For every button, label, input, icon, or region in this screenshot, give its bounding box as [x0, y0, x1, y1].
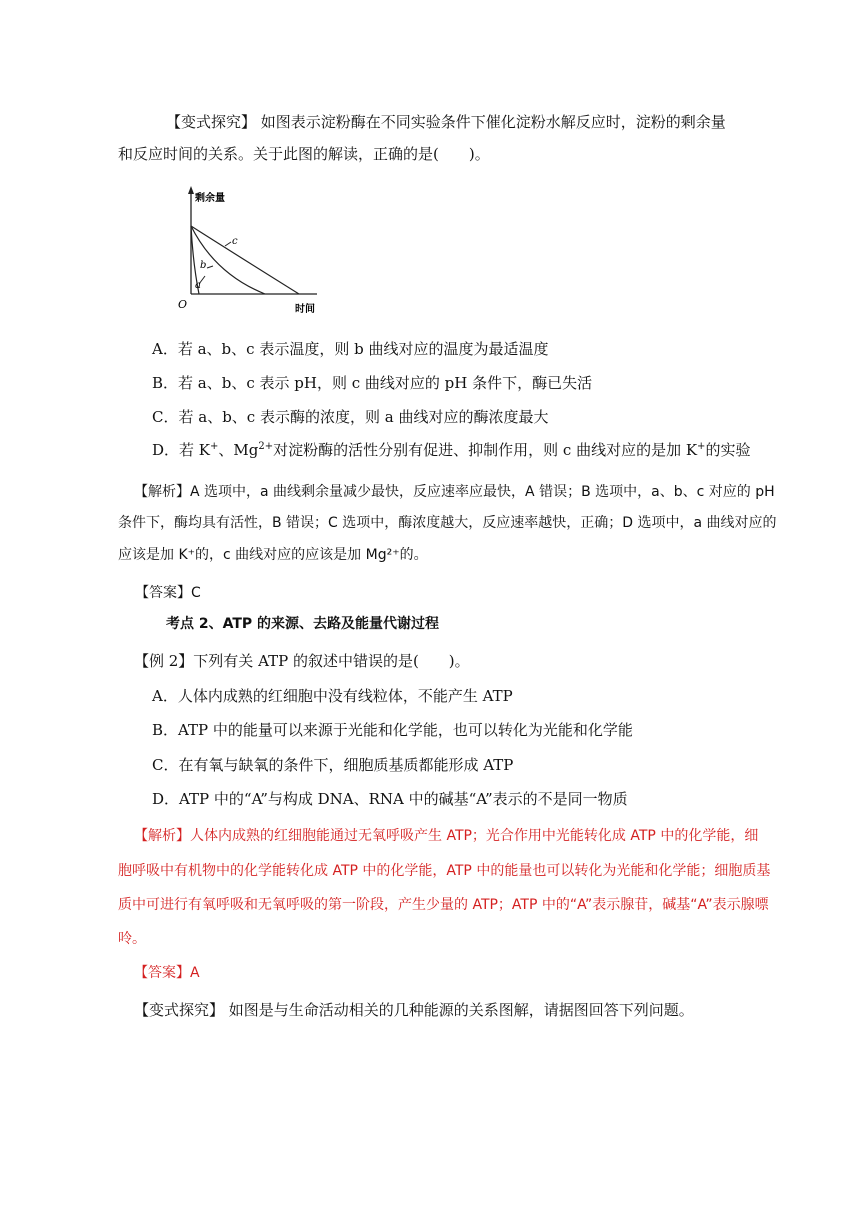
option1-d-post: 对淀粉酶的活性分别有促进、抑制作用，则 c 曲线对应的是加 K [273, 441, 698, 459]
variant2-line: 【变式探究】 如图是与生命活动相关的几种能源的关系图解，请据图回答下列问题。 [134, 1001, 694, 1019]
label-c-leader [225, 242, 231, 246]
y-axis-label: 剩余量 [195, 193, 225, 204]
option1-c: C．若 a、b、c 表示酶的浓度，则 a 曲线对应的酶浓度最大 [152, 408, 549, 426]
option1-a: A．若 a、b、c 表示温度，则 b 曲线对应的温度为最适温度 [152, 340, 549, 358]
y-axis-arrow [188, 186, 194, 194]
variant1-line2: 和反应时间的关系。关于此图的解读，正确的是( )。 [118, 145, 490, 163]
analysis2-line3: 质中可进行有氧呼吸和无氧呼吸的第一阶段，产生少量的 ATP；ATP 中的“A”表示腺苷，碱基“A”表示腺嘌 [118, 897, 769, 913]
example2-option-b: B．ATP 中的能量可以来源于光能和化学能，也可以转化为光能和化学能 [152, 721, 633, 739]
answer1: 【答案】C [135, 585, 201, 601]
example2-stem: 【例 2】下列有关 ATP 的叙述中错误的是( )。 [134, 652, 470, 670]
analysis1-line3: 应该是加 K⁺的，c 曲线对应的应该是加 Mg²⁺的。 [118, 547, 428, 563]
option1-d-sup2: 2+ [258, 441, 274, 452]
origin-label: O [178, 298, 188, 311]
x-axis-label: 时间 [295, 304, 315, 315]
analysis1-line1: 【解析】A 选项中，a 曲线剩余量减少最快，反应速率应最快，A 错误；B 选项中，a、b、c 对应的 pH [134, 484, 775, 500]
analysis1-line2: 条件下，酶均具有活性，B 错误；C 选项中，酶浓度越大，反应速率越快，正确；D 选项中，a 曲线对应的 [118, 515, 777, 531]
example2-option-d: D．ATP 中的“A”与构成 DNA、RNA 中的碱基“A”表示的不是同一物质 [152, 790, 628, 808]
option1-d-mid: 、Mg [218, 441, 259, 459]
option1-d-sup3: + [697, 441, 706, 452]
option1-d [152, 440, 750, 460]
option1-d-sup1: + [210, 441, 219, 452]
analysis2-line2: 胞呼吸中有机物中的化学能转化成 ATP 中的化学能，ATP 中的能量也可以转化为光能和化学能；细胞质基 [118, 863, 771, 879]
option1-b: B．若 a、b、c 表示 pH，则 c 曲线对应的 pH 条件下，酶已失活 [152, 374, 593, 392]
section-heading: 考点 2、ATP 的来源、去路及能量代谢过程 [166, 616, 440, 632]
analysis2-line1: 【解析】人体内成熟的红细胞能通过无氧呼吸产生 ATP；光合作用中光能转化成 ATP 中的化学能，细 [134, 828, 759, 844]
label-b-leader [207, 266, 213, 268]
chart-svg [175, 184, 325, 318]
series-b-label: b [200, 260, 207, 271]
option1-d-pre: D．若 K [152, 441, 211, 459]
analysis2-line4: 呤。 [118, 931, 146, 947]
example2-option-a: A．人体内成熟的红细胞中没有线粒体，不能产生 ATP [152, 687, 513, 705]
series-c-label: c [232, 236, 238, 247]
starch-remaining-chart [175, 184, 325, 318]
answer2: 【答案】A [134, 965, 200, 981]
series-a-label: a [195, 280, 201, 291]
example2-option-c: C．在有氧与缺氧的条件下，细胞质基质都能形成 ATP [152, 756, 514, 774]
variant1-line1: 【变式探究】 如图表示淀粉酶在不同实验条件下催化淀粉水解反应时，淀粉的剩余量 [166, 113, 726, 131]
option1-d-end: 的实验 [705, 441, 751, 459]
